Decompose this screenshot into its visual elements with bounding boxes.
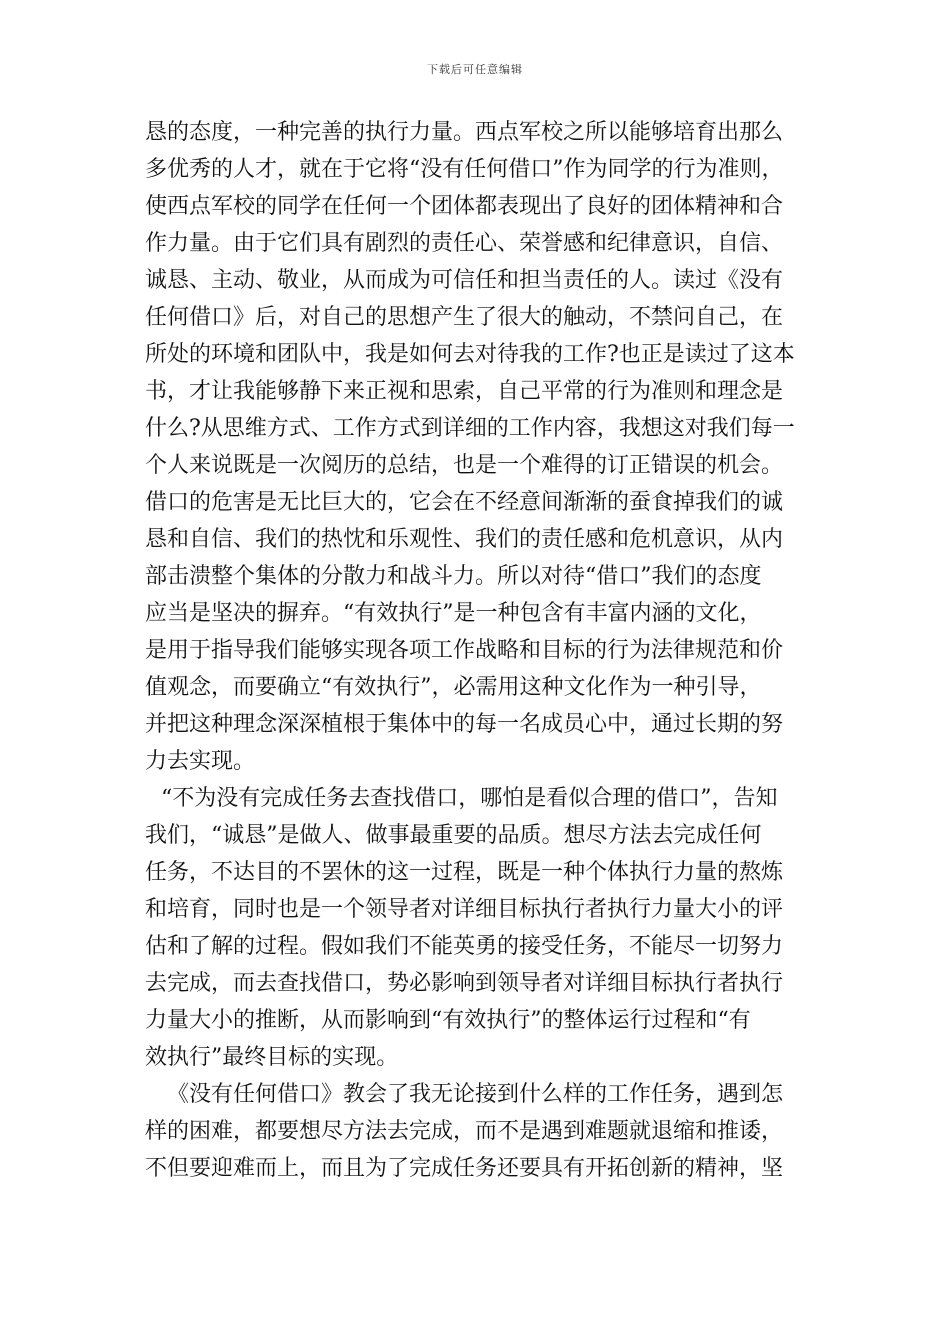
page-header: 下载后可任意编辑 [427, 63, 523, 76]
text-line: 诚恳、主动、敬业，从而成为可信任和担当责任的人。读过《没有 [145, 268, 784, 293]
text-line: 所处的环境和团队中，我是如何去对待我的工作?也正是读过了这本 [145, 342, 795, 367]
text-line: 借口的危害是无比巨大的，它会在不经意间渐渐的蚕食掉我们的诚 [145, 490, 784, 515]
text-line: 是用于指导我们能够实现各项工作战略和目标的行为法律规范和价 [145, 638, 784, 663]
text-line: 力去实现。 [145, 749, 256, 774]
paragraph-1 [145, 114, 810, 780]
text-line: 恳和自信、我们的热忱和乐观性、我们的责任感和危机意识，从内 [145, 527, 784, 552]
text-line: 使西点军校的同学在任何一个团体都表现出了良好的团体精神和合 [145, 194, 784, 219]
text-line: 书，才让我能够静下来正视和思索，自己平常的行为准则和理念是 [145, 379, 784, 404]
text-line: 不但要迎难而上，而且为了完成任务还要具有开拓创新的精神，坚 [145, 1156, 784, 1181]
text-line: 什么?从思维方式、工作方式到详细的工作内容，我想这对我们每一 [145, 416, 795, 441]
text-line: 力量大小的推断，从而影响到“有效执行”的整体运行过程和“有 [145, 1008, 751, 1033]
text-line: 多优秀的人才，就在于它将“没有任何借口”作为同学的行为准则， [145, 157, 784, 182]
text-line: 效执行”最终目标的实现。 [145, 1045, 399, 1070]
text-line: 任何借口》后，对自己的思想产生了很大的触动，不禁问自己，在 [145, 305, 784, 330]
text-line: 恳的态度，一种完善的执行力量。西点军校之所以能够培育出那么 [145, 120, 784, 145]
text-line: 和培育，同时也是一个领导者对详细目标执行者执行力量大小的评 [145, 897, 784, 922]
text-line: 估和了解的过程。假如我们不能英勇的接受任务，不能尽一切努力 [145, 934, 784, 959]
text-line: 样的困难，都要想尽方法去完成，而不是遇到难题就退缩和推诿， [145, 1119, 784, 1144]
text-line: 去完成，而去查找借口，势必影响到领导者对详细目标执行者执行 [145, 971, 784, 996]
document-body [145, 114, 810, 1187]
text-line: 并把这种理念深深植根于集体中的每一名成员心中，通过长期的努 [145, 712, 784, 737]
text-line: 个人来说既是一次阅历的总结，也是一个难得的订正错误的机会。 [145, 453, 784, 478]
text-line: 任务，不达目的不罢休的这一过程，既是一种个体执行力量的熬炼 [145, 860, 784, 885]
text-line: 应当是坚决的摒弃。“有效执行”是一种包含有丰富内涵的文化， [145, 601, 762, 626]
text-line: 我们，“诚恳”是做人、做事最重要的品质。想尽方法去完成任何 [145, 823, 762, 848]
paragraph-3 [145, 1076, 810, 1187]
text-line: “不为没有完成任务去查找借口，哪怕是看似合理的借口”，告知 [161, 786, 778, 811]
text-line: 作力量。由于它们具有剧烈的责任心、荣誉感和纪律意识，自信、 [145, 231, 784, 256]
text-line: 值观念，而要确立“有效执行”，必需用这种文化作为一种引导， [145, 675, 762, 700]
paragraph-2 [145, 780, 810, 1076]
text-line: 《没有任何借口》教会了我无论接到什么样的工作任务，遇到怎 [167, 1082, 784, 1107]
text-line: 部击溃整个集体的分散力和战斗力。所以对待“借口”我们的态度 [145, 564, 762, 589]
